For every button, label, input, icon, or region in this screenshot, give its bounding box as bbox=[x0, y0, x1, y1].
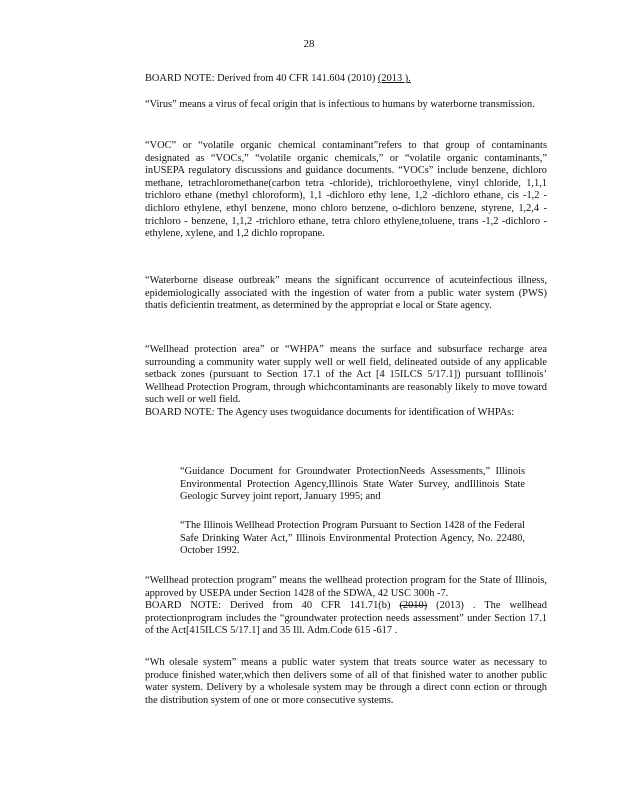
definition-wholesale-system bbox=[145, 657, 547, 707]
definition-whpa bbox=[145, 344, 547, 420]
definition-waterborne-outbreak bbox=[145, 275, 547, 313]
definition-wellhead-protection-program-text: “Wellhead protection program” means the wellhead protection program for the State of Illinois, approved by USEPA under Section 1428 of the SDWA, 42 USC 300h -7. bbox=[145, 575, 547, 599]
definition-virus bbox=[145, 99, 547, 112]
wellhead-program-note-prefix: BOARD NOTE: Derived from 40 CFR 141.71(b) bbox=[145, 600, 400, 612]
definition-wholesale-system-text: “Wh olesale system” means a public water system that treats source water as necessary to produce finished water,which then delivers some of all of that finished water to another public water system. Delivery by a wholesale system may be through a direct conn ection or through the distribution system of one or more consecutive systems. bbox=[145, 657, 547, 706]
definition-waterborne-outbreak-text: “Waterborne disease outbreak” means the significant occurrence of acuteinfectious illness, epidemiologically associated with the ingestion of water from a public water system (PWS) thatis deficientin treatment, as determined by the appropriat e local or State agency. bbox=[145, 275, 547, 312]
guidance-document-1-text: “Guidance Document for Groundwater ProtectionNeeds Assessments,” Illinois Environmental Protection Agency,Illinois State Water Survey, andIllinois State Geologic Survey joint report, January 1995; and bbox=[180, 466, 525, 503]
whpa-board-note: BOARD NOTE: The Agency uses twoguidance documents for identification of WHPAs: bbox=[145, 406, 515, 418]
board-note-1-text: BOARD NOTE: Derived from 40 CFR 141.604 (2010) bbox=[145, 73, 378, 84]
page-number: 28 bbox=[303, 38, 315, 50]
new-year: (2013) bbox=[427, 600, 464, 612]
guidance-document-2-text: “The Illinois Wellhead Protection Program Pursuant to Section 1428 of the Federal Safe Drinking Water Act,” Illinois Environmental Protection Agency, No. 22480, October 1992. bbox=[180, 520, 525, 557]
deleted-year: (2010) bbox=[399, 600, 428, 612]
definition-whpa-text: “Wellhead protection area” or “WHPA” means the surface and subsurface recharge area surrounding a community water supply well or well field, delineated outside of any applicable setback zones (pursuant to Section 17.1 of the Act [4 15ILCS 5/17.1]) pursuant toIllinois’ Wellhead Protection Program, through whichcontaminants are reasonably likely to move toward such well or well field. bbox=[145, 344, 547, 406]
definition-wellhead-protection-program bbox=[145, 575, 547, 638]
definition-voc bbox=[145, 140, 547, 241]
wellhead-program-board-note bbox=[145, 600, 547, 638]
definition-virus-text: “Virus” means a virus of fecal origin that is infectious to humans by waterborne transmission. bbox=[145, 99, 535, 110]
board-note-1 bbox=[145, 73, 547, 86]
wellhead-program-note-rest: . The wellhead protectionprogram includes the “groundwater protection needs assessment” under Section 17.1 of the Act[415ILCS 5/17.1] and 35 Ill. Adm.Code 615 -617 . bbox=[145, 600, 547, 637]
guidance-document-1 bbox=[180, 466, 525, 504]
guidance-document-2 bbox=[180, 520, 525, 558]
board-note-1-amendment: (2013 ). bbox=[377, 73, 411, 84]
definition-voc-text: “VOC” or “volatile organic chemical contaminant”refers to that group of contaminants designated as “VOCs,” “volatile organic chemicals,” or “volatile organic contaminants,” inUSEPA regulatory discussions and guidance documents. “VOCs” include benzene, dichloro methane, tetrachloromethane(carbon tetra -chloride), trichloroethylene, vinyl chloride, 1,1,1 trichloro ethane (methyl chloroform), 1,1 -dichloro ethy lene, 1,2 -dichloro ethane, cis -1,2 -dichloro ethylene, ethyl benzene, mono chloro benzene, o-dichloro benzene, styrene, 1,2,4 -trichloro - benzene, 1,1,2 -trichloro ethane, tetra chloro ethylene,toluene, trans -1,2 -dichloro - ethylene, xylene, and 1,2 dichlo ropropane. bbox=[145, 140, 547, 240]
